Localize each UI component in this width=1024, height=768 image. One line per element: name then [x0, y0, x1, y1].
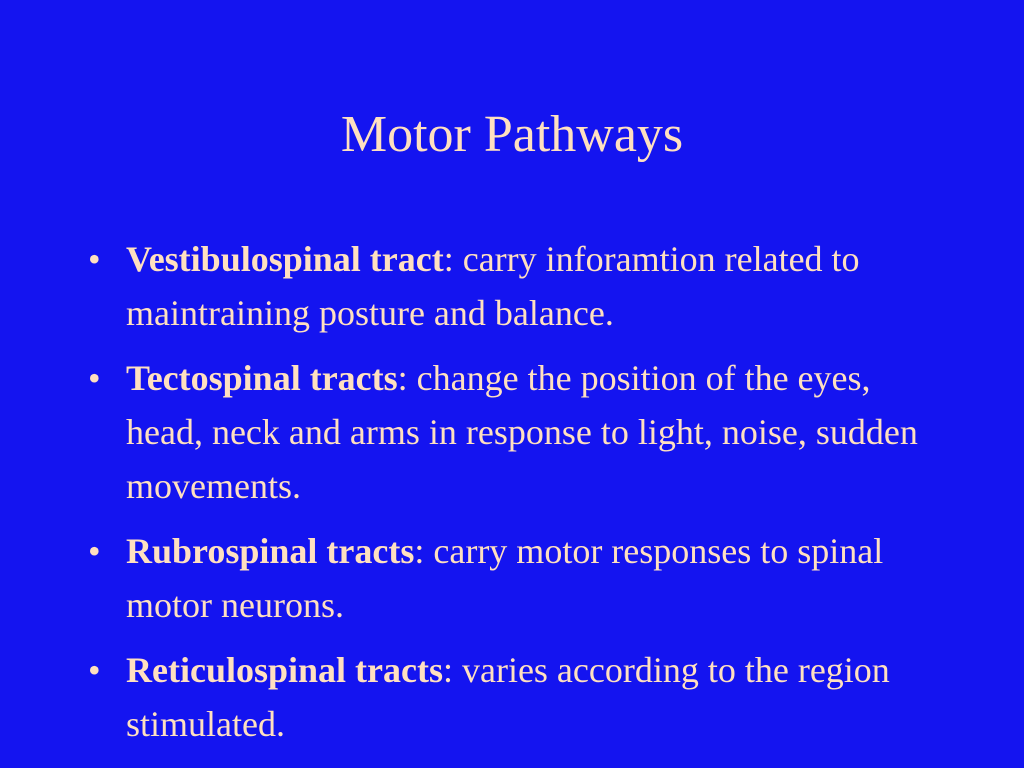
- bullet-text: : carry motor responses to spinal motor neurons.: [126, 531, 884, 625]
- bullet-icon: •: [88, 650, 101, 690]
- bullet-text: : change the position of the eyes, head, neck and arms in response to light, noise, sudden movements.: [126, 358, 918, 506]
- bullet-icon: •: [88, 531, 101, 571]
- bullet-text: : carry inforamtion related to maintraining posture and balance.: [126, 239, 860, 333]
- bullet-item-tectospinal: [88, 351, 948, 513]
- bullet-icon: •: [88, 239, 101, 279]
- bullet-item-vestibulospinal: [88, 232, 948, 340]
- bullet-term: Rubrospinal tracts: [126, 531, 415, 571]
- slide-title: Motor Pathways: [340, 106, 684, 163]
- bullet-term: Reticulospinal tracts: [126, 650, 443, 690]
- bullet-list: [88, 232, 948, 762]
- bullet-term: Vestibulospinal tract: [126, 239, 444, 279]
- bullet-item-rubrospinal: [88, 524, 948, 632]
- bullet-term: Tectospinal tracts: [126, 358, 398, 398]
- bullet-item-reticulospinal: [88, 643, 948, 751]
- bullet-text: : varies according to the region stimulated.: [126, 650, 890, 744]
- bullet-icon: •: [88, 358, 101, 398]
